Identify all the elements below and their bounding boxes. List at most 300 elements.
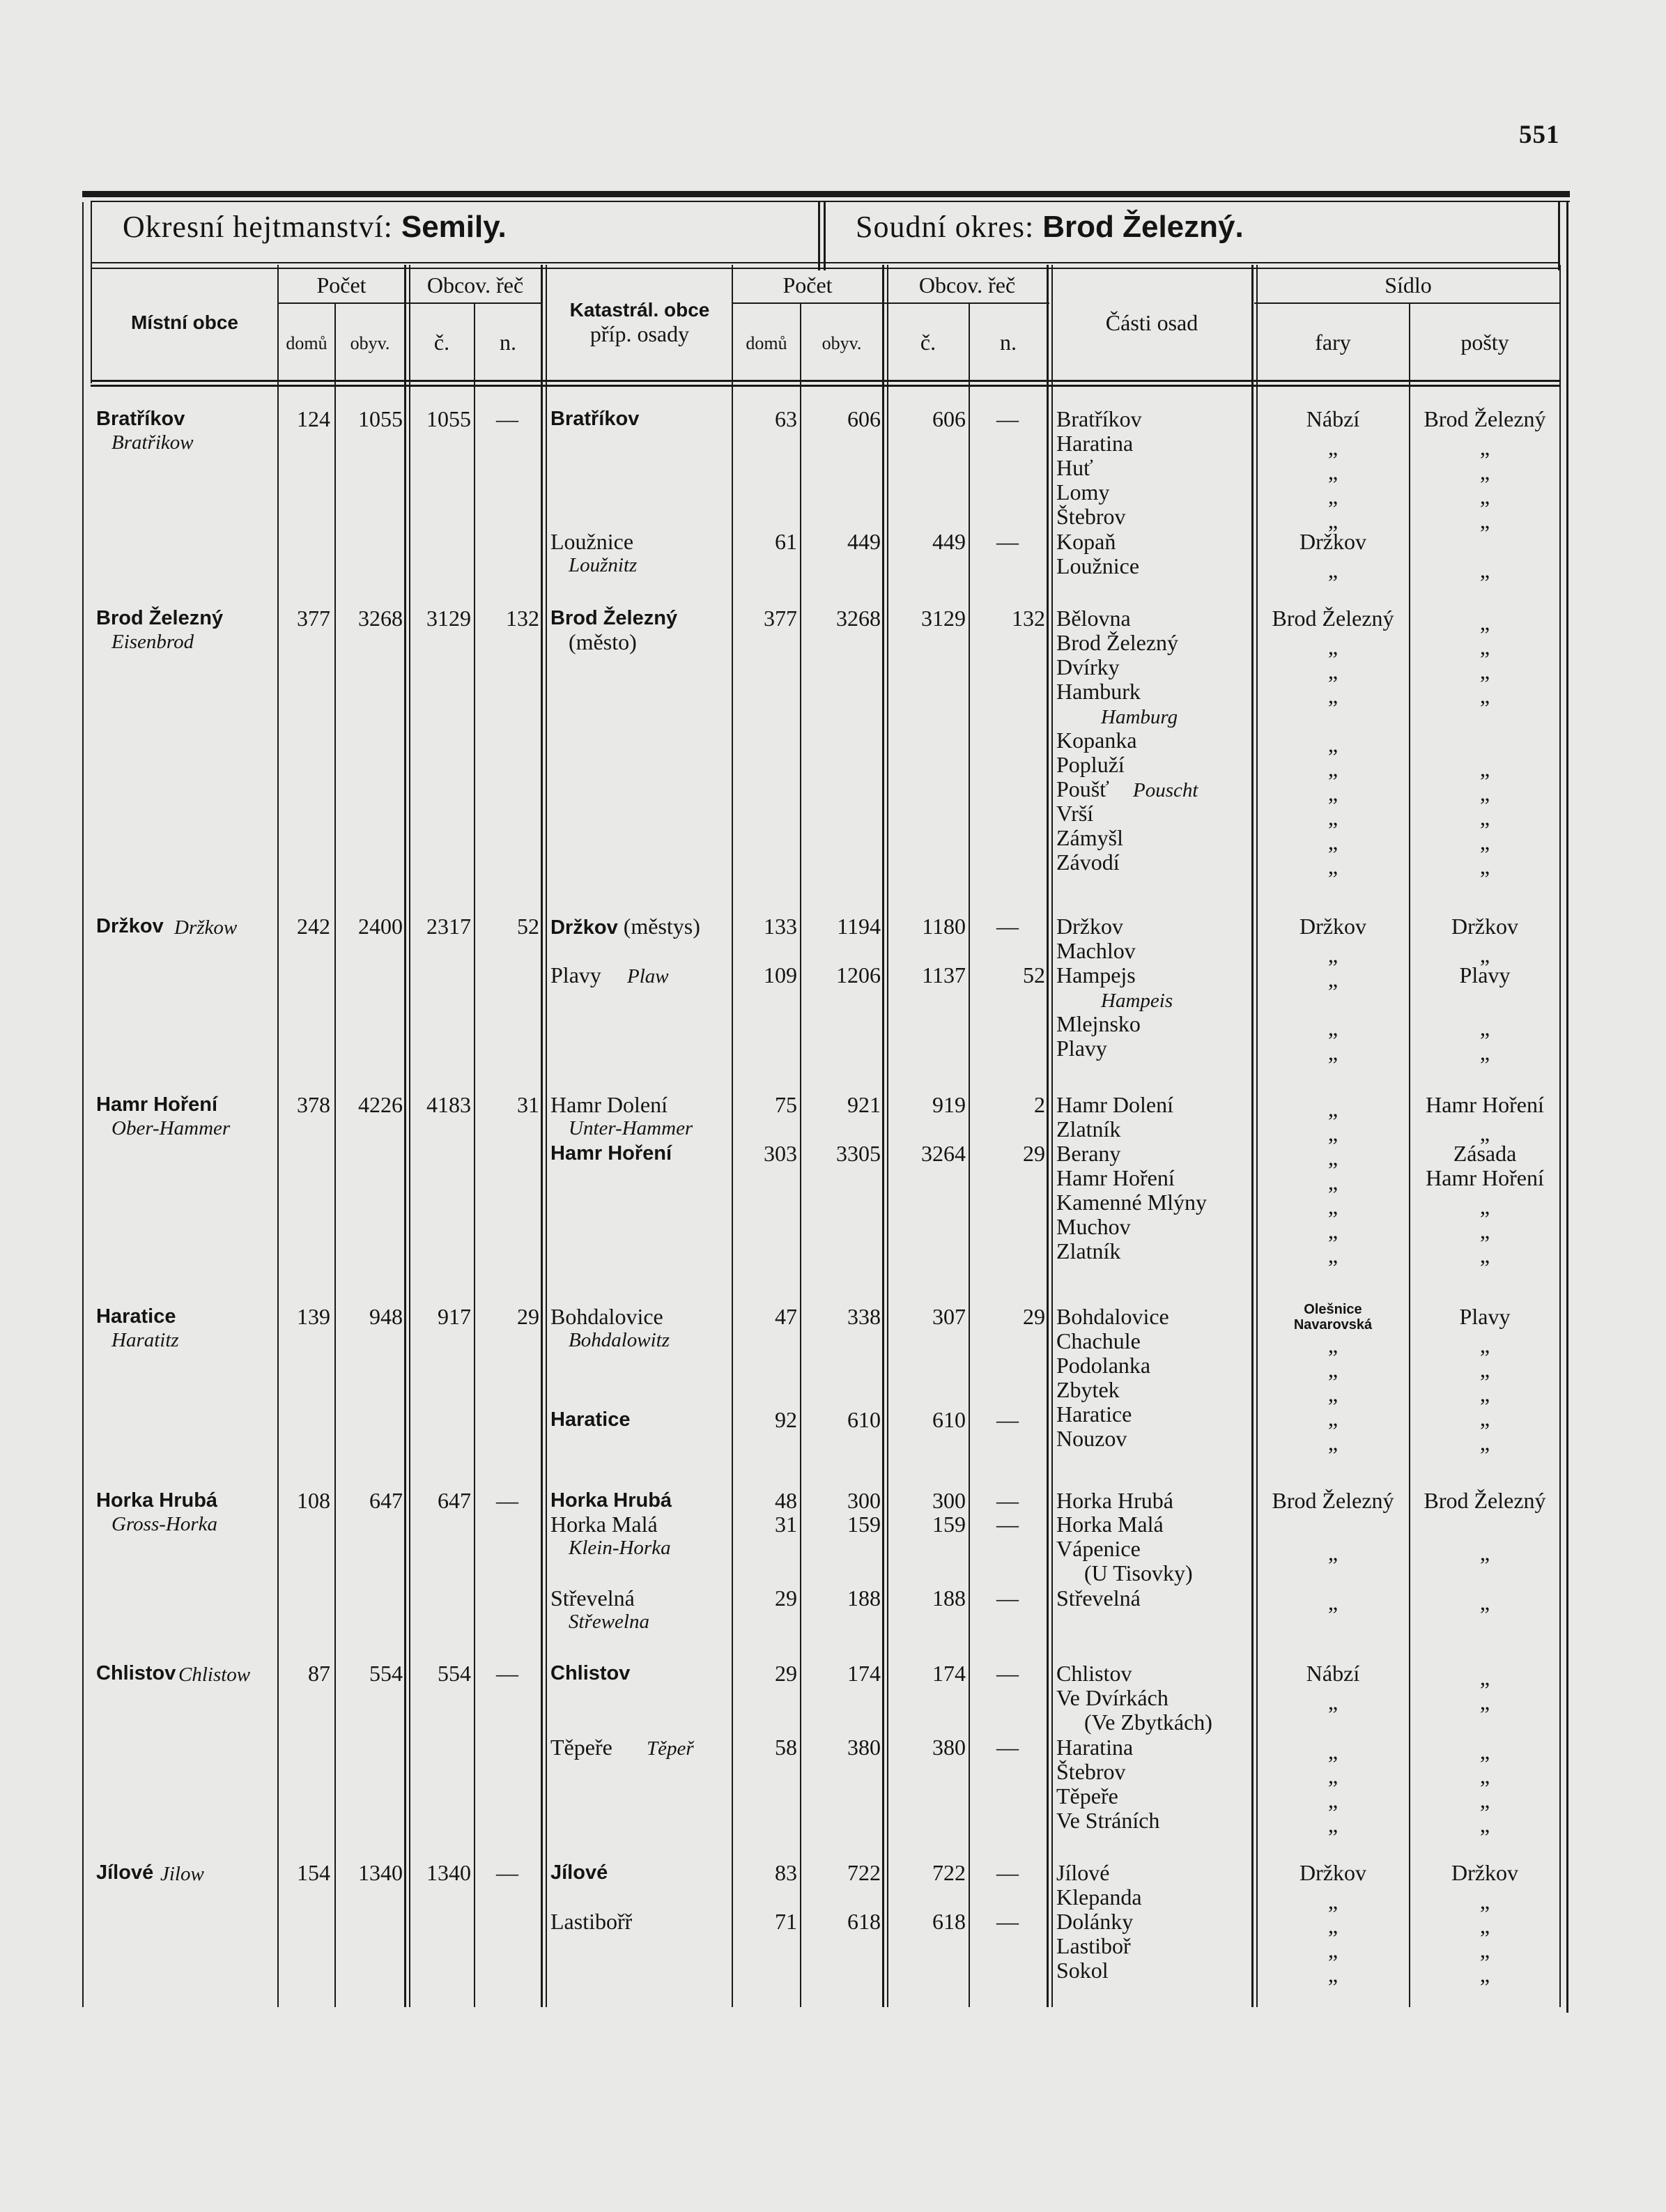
cadastral-population: 3268 xyxy=(836,606,881,631)
part-parish: Držkov xyxy=(1299,914,1366,939)
col-rule xyxy=(1047,265,1049,2007)
subheader-rule xyxy=(732,302,1049,304)
part-post: „ xyxy=(1479,1218,1490,1243)
part-name: Bratříkov xyxy=(1056,406,1142,431)
municipality-name-de: Jilow xyxy=(160,1863,204,1885)
part-parish: „ xyxy=(1327,1406,1339,1431)
cadastral-houses: 31 xyxy=(775,1512,797,1537)
cadastral-czech: 174 xyxy=(932,1661,966,1686)
part-name: Hamburk xyxy=(1056,679,1141,704)
part-post: „ xyxy=(1479,459,1490,484)
col-header-pocet-2: Počet xyxy=(782,272,833,298)
part-post: „ xyxy=(1479,1739,1490,1764)
municipality-czech: 4183 xyxy=(426,1092,471,1117)
part-parish: „ xyxy=(1327,1430,1339,1455)
municipality-houses: 108 xyxy=(297,1488,330,1513)
col-rule xyxy=(1559,265,1561,2007)
rule xyxy=(818,201,820,270)
part-parish: „ xyxy=(1327,1169,1339,1195)
col-header-domu: domů xyxy=(286,333,327,353)
part-name: Huť xyxy=(1056,455,1093,480)
part-post: Zásada xyxy=(1453,1141,1517,1166)
part-post: „ xyxy=(1479,484,1490,509)
part-name: Zbytek xyxy=(1056,1377,1120,1402)
cadastral-population: 921 xyxy=(847,1092,881,1117)
municipality-czech: 917 xyxy=(438,1304,471,1329)
part-parish: „ xyxy=(1327,659,1339,684)
part-name: Vrší xyxy=(1056,801,1094,826)
cadastral-houses: 75 xyxy=(775,1092,797,1117)
cadastral-population: 380 xyxy=(847,1735,881,1760)
cadastral-german: — xyxy=(996,1407,1019,1432)
col-header-domu-2: domů xyxy=(746,333,787,353)
municipality-german: 31 xyxy=(517,1092,539,1117)
part-post: „ xyxy=(1479,634,1490,659)
cadastral-name-de: Střewelna xyxy=(569,1611,649,1633)
part-name: Těpeře xyxy=(1056,1783,1118,1808)
part-name: Vápenice xyxy=(1056,1536,1141,1561)
part-parish: „ xyxy=(1327,634,1339,659)
part-name: Lomy xyxy=(1056,479,1110,505)
cadastral-name: Těpeře xyxy=(550,1735,612,1760)
part-post: „ xyxy=(1479,854,1490,879)
cadastral-population: 3305 xyxy=(836,1141,881,1166)
cadastral-czech: 380 xyxy=(932,1735,966,1760)
col-header-pocet: Počet xyxy=(316,272,367,298)
cadastral-name: Loužnice xyxy=(550,529,634,554)
col-header-mistni-obce: Místní obce xyxy=(130,312,238,333)
part-parish: „ xyxy=(1327,1962,1339,1987)
part-name: Chlistov xyxy=(1056,1661,1132,1686)
municipality-population: 647 xyxy=(369,1488,403,1513)
part-post: Plavy xyxy=(1459,962,1511,988)
cadastral-houses: 63 xyxy=(775,406,797,431)
municipality-czech: 647 xyxy=(438,1488,471,1513)
part-name: Zlatník xyxy=(1056,1238,1121,1264)
cadastral-name-suffix: (městys) xyxy=(617,914,700,939)
municipality-german: — xyxy=(496,1661,518,1686)
cadastral-czech: 3129 xyxy=(921,606,966,631)
part-name: Kopanka xyxy=(1056,728,1137,753)
part-name: Ve Dvírkách xyxy=(1056,1685,1168,1710)
part-parish: „ xyxy=(1327,1788,1339,1813)
part-parish: „ xyxy=(1327,1357,1339,1382)
cadastral-population: 1194 xyxy=(837,914,881,939)
col-rule xyxy=(474,304,475,2007)
municipality-name: Držkov xyxy=(96,915,164,937)
col-header-katastral: Katastrál. obce xyxy=(569,299,710,321)
part-post: „ xyxy=(1479,1540,1490,1565)
part-parish: „ xyxy=(1327,1194,1339,1219)
cadastral-czech: 1180 xyxy=(922,914,966,939)
part-name: Klepanda xyxy=(1056,1884,1142,1910)
part-name: Brod Železný xyxy=(1056,630,1179,655)
col-rule xyxy=(541,265,543,2007)
part-post: „ xyxy=(1479,1590,1490,1615)
part-name: Dvírky xyxy=(1056,654,1120,679)
part-parish: Nábzí xyxy=(1306,1661,1360,1686)
municipality-name: Haratice xyxy=(96,1305,176,1328)
part-name: Závodí xyxy=(1056,850,1120,875)
municipality-population: 3268 xyxy=(358,606,403,631)
cadastral-houses: 83 xyxy=(775,1860,797,1885)
part-parish: „ xyxy=(1327,1913,1339,1938)
part-parish: „ xyxy=(1327,1015,1339,1040)
part-post: „ xyxy=(1479,1430,1490,1455)
part-post: „ xyxy=(1479,1788,1490,1813)
cadastral-houses: 61 xyxy=(775,529,797,554)
cadastral-german: — xyxy=(996,529,1019,554)
part-name: Štebrov xyxy=(1056,504,1126,529)
cadastral-houses: 377 xyxy=(764,606,797,631)
cadastral-german: 29 xyxy=(1023,1304,1045,1329)
part-name: Loužnice xyxy=(1056,553,1140,578)
part-parish: Nábzí xyxy=(1306,406,1360,431)
cadastral-name: Chlistov xyxy=(550,1662,631,1684)
municipality-czech: 3129 xyxy=(426,606,471,631)
municipality-name-de: Haratitz xyxy=(111,1329,179,1351)
cadastral-name: Střevelná xyxy=(550,1585,635,1611)
municipality-houses: 242 xyxy=(297,914,330,939)
cadastral-population: 722 xyxy=(847,1860,881,1885)
cadastral-population: 606 xyxy=(847,406,881,431)
cadastral-german: — xyxy=(996,1735,1019,1760)
col-rule xyxy=(277,265,279,2007)
part-post: „ xyxy=(1479,1194,1490,1219)
municipality-houses: 378 xyxy=(297,1092,330,1117)
part-name: Haratina xyxy=(1056,1735,1134,1760)
part-name: Kamenné Mlýny xyxy=(1056,1190,1207,1215)
cadastral-population: 159 xyxy=(847,1512,881,1537)
top-rule xyxy=(82,191,1570,197)
cadastral-czech: 3264 xyxy=(921,1141,966,1166)
part-name: Hamr Dolení xyxy=(1056,1092,1173,1117)
part-name: Hamr Hoření xyxy=(1056,1165,1175,1190)
municipality-czech: 2317 xyxy=(426,914,471,939)
municipality-population: 1340 xyxy=(358,1860,403,1885)
cadastral-czech: 722 xyxy=(932,1860,966,1885)
part-name: Mlejnsko xyxy=(1056,1011,1141,1036)
municipality-houses: 154 xyxy=(297,1860,330,1885)
municipality-czech: 1340 xyxy=(426,1860,471,1885)
col-header-c-2: č. xyxy=(920,330,936,355)
part-post: „ xyxy=(1479,1243,1490,1268)
part-parish: „ xyxy=(1327,459,1339,484)
cadastral-czech: 610 xyxy=(932,1407,966,1432)
cadastral-name: Bratříkov xyxy=(550,408,640,430)
municipality-german: — xyxy=(496,1488,518,1513)
cadastral-czech: 188 xyxy=(932,1585,966,1611)
part-post: „ xyxy=(1479,1812,1490,1837)
cadastral-houses: 303 xyxy=(764,1141,797,1166)
cadastral-czech: 1137 xyxy=(922,962,966,988)
col-rule xyxy=(334,304,336,2007)
part-name: Plavy xyxy=(1056,1036,1107,1061)
cadastral-czech: 919 xyxy=(932,1092,966,1117)
cadastral-german: — xyxy=(996,1860,1019,1885)
part-post: „ xyxy=(1479,756,1490,781)
part-name: Berany xyxy=(1056,1141,1121,1166)
cadastral-german: — xyxy=(996,1909,1019,1934)
part-name: Chachule xyxy=(1056,1328,1141,1353)
part-name: Popluží xyxy=(1056,752,1125,777)
part-name: Podolanka xyxy=(1056,1353,1151,1378)
part-name: Dolánky xyxy=(1056,1909,1134,1934)
cadastral-houses: 48 xyxy=(775,1488,797,1513)
municipality-name-de: Ober-Hammer xyxy=(111,1117,231,1139)
municipality-german: 132 xyxy=(506,606,539,631)
municipality-name: Hamr Hoření xyxy=(96,1093,218,1116)
part-post: „ xyxy=(1479,683,1490,708)
cadastral-name-de: Unter-Hammer xyxy=(569,1117,693,1139)
part-name: Lastiboř xyxy=(1056,1933,1131,1958)
municipality-german: — xyxy=(496,1860,518,1885)
part-post: „ xyxy=(1479,1689,1490,1714)
cadastral-czech: 300 xyxy=(932,1488,966,1513)
part-post: Hamr Hoření xyxy=(1426,1092,1544,1117)
part-parish: „ xyxy=(1327,942,1339,967)
part-parish: „ xyxy=(1327,484,1339,509)
col-rule xyxy=(546,265,547,2007)
part-name: Horka Malá xyxy=(1056,1512,1164,1537)
cadastral-name: Držkov (městys) xyxy=(550,914,700,939)
col-header-n-2: n. xyxy=(1000,330,1017,355)
cadastral-german: — xyxy=(996,914,1019,939)
cadastral-name: Bohdalovice xyxy=(550,1304,663,1329)
municipality-name-de: Bratřikow xyxy=(111,431,194,454)
col-header-n: n. xyxy=(500,330,516,355)
part-parish: „ xyxy=(1327,805,1339,830)
municipality-german: 29 xyxy=(517,1304,539,1329)
cadastral-czech: 159 xyxy=(932,1512,966,1537)
part-post: Brod Železný xyxy=(1424,1488,1546,1513)
district-title xyxy=(123,209,507,245)
municipality-name: Chlistov xyxy=(96,1662,176,1684)
part-post: Hamr Hoření xyxy=(1426,1165,1544,1190)
municipality-population: 4226 xyxy=(358,1092,403,1117)
part-post: „ xyxy=(1479,1357,1490,1382)
municipality-german: 52 xyxy=(517,914,539,939)
col-rule xyxy=(882,265,884,2007)
part-name: (U Tisovky) xyxy=(1084,1560,1193,1585)
part-post: Brod Železný xyxy=(1424,406,1546,431)
municipality-name: Jílové xyxy=(96,1861,154,1884)
part-post: „ xyxy=(1479,558,1490,583)
municipality-czech: 554 xyxy=(438,1661,471,1686)
part-name: Nouzov xyxy=(1056,1426,1127,1451)
part-post: „ xyxy=(1479,610,1490,635)
col-header-posty: pošty xyxy=(1460,330,1509,355)
cadastral-czech: 606 xyxy=(932,406,966,431)
cadastral-name-de: Bohdalowitz xyxy=(569,1329,670,1351)
municipality-population: 1055 xyxy=(358,406,403,431)
part-parish: Olešnice xyxy=(1304,1302,1362,1317)
col-header-obyv: obyv. xyxy=(350,333,390,353)
part-name: Haratina xyxy=(1056,431,1134,456)
part-post: „ xyxy=(1479,1015,1490,1040)
part-post: „ xyxy=(1479,659,1490,684)
part-name-alt: Pouscht xyxy=(1133,779,1198,801)
rule xyxy=(1558,201,1560,270)
cadastral-name: Brod Železný xyxy=(550,607,678,629)
cadastral-name: Hamr Dolení xyxy=(550,1092,668,1117)
col-header-obcov-rec: Obcov. řeč xyxy=(426,272,524,298)
part-parish: Brod Železný xyxy=(1272,1488,1394,1513)
part-parish: „ xyxy=(1327,508,1339,533)
cadastral-german: — xyxy=(996,406,1019,431)
part-post: „ xyxy=(1479,435,1490,460)
part-parish: „ xyxy=(1327,1145,1339,1170)
cadastral-name: Horka Hrubá xyxy=(550,1489,672,1512)
municipality-name-de: Držkow xyxy=(174,916,238,939)
cadastral-german: 52 xyxy=(1023,962,1045,988)
municipality-houses: 139 xyxy=(297,1304,330,1329)
part-post: „ xyxy=(1479,1665,1490,1690)
part-name: (Ve Zbytkách) xyxy=(1084,1710,1212,1735)
col-rule xyxy=(404,265,406,2007)
col-header-fary: fary xyxy=(1315,330,1351,355)
cadastral-name-de: Klein-Horka xyxy=(569,1537,671,1559)
municipality-german: — xyxy=(496,406,518,431)
cadastral-name: Haratice xyxy=(550,1408,631,1431)
part-parish: Držkov xyxy=(1299,529,1366,554)
part-parish: „ xyxy=(1327,1243,1339,1268)
cadastral-name-de: Plaw xyxy=(627,965,669,988)
part-parish: „ xyxy=(1327,1937,1339,1963)
cadastral-houses: 133 xyxy=(764,914,797,939)
cadastral-population: 1206 xyxy=(836,962,881,988)
part-parish: „ xyxy=(1327,1218,1339,1243)
part-post: „ xyxy=(1479,829,1490,854)
court-label: Soudní okres: xyxy=(856,210,1035,244)
cadastral-houses: 29 xyxy=(775,1661,797,1686)
cadastral-czech: 449 xyxy=(932,529,966,554)
part-name: Štebrov xyxy=(1056,1759,1126,1784)
municipality-population: 948 xyxy=(369,1304,403,1329)
part-parish: „ xyxy=(1327,781,1339,806)
cadastral-population: 188 xyxy=(847,1585,881,1611)
cadastral-houses: 58 xyxy=(775,1735,797,1760)
part-parish: Brod Železný xyxy=(1272,606,1394,631)
cadastral-german: — xyxy=(996,1512,1019,1537)
header-bottom-rule xyxy=(91,385,1559,387)
cadastral-houses: 92 xyxy=(775,1407,797,1432)
cadastral-houses: 71 xyxy=(775,1909,797,1934)
col-header-katastral-2: příp. osady xyxy=(589,321,690,346)
cadastral-population: 338 xyxy=(847,1304,881,1329)
cadastral-name: Plavy xyxy=(550,962,601,988)
municipality-name-de: Eisenbrod xyxy=(111,631,194,653)
cadastral-name-de: (město) xyxy=(569,629,637,654)
part-post: „ xyxy=(1479,1913,1490,1938)
part-parish: „ xyxy=(1327,967,1339,992)
part-parish: „ xyxy=(1327,854,1339,879)
cadastral-german: — xyxy=(996,1585,1019,1611)
cadastral-name-de: Loužnitz xyxy=(569,554,638,576)
municipality-name-de: Gross-Horka xyxy=(111,1513,217,1535)
municipality-houses: 87 xyxy=(308,1661,330,1686)
cadastral-name: Jílové xyxy=(550,1861,608,1884)
col-header-obcov-rec-2: Obcov. řeč xyxy=(918,272,1016,298)
part-parish: Držkov xyxy=(1299,1860,1366,1885)
part-parish: „ xyxy=(1327,732,1339,757)
cadastral-houses: 109 xyxy=(764,962,797,988)
municipality-name: Brod Železný xyxy=(96,607,224,629)
municipality-houses: 377 xyxy=(297,606,330,631)
part-post: „ xyxy=(1479,1381,1490,1406)
part-name: Hampejs xyxy=(1056,962,1136,988)
part-name: Horka Hrubá xyxy=(1056,1488,1173,1513)
part-post: „ xyxy=(1479,1040,1490,1065)
part-post: Plavy xyxy=(1459,1304,1511,1329)
part-parish: „ xyxy=(1327,1689,1339,1714)
cadastral-population: 610 xyxy=(847,1407,881,1432)
part-parish: „ xyxy=(1327,1040,1339,1065)
col-rule xyxy=(1251,265,1254,2007)
part-name: Bohdalovice xyxy=(1056,1304,1169,1329)
part-parish: „ xyxy=(1327,1763,1339,1788)
col-rule xyxy=(1051,265,1053,2007)
municipality-houses: 124 xyxy=(297,406,330,431)
part-parish: „ xyxy=(1327,1096,1339,1121)
part-post: Držkov xyxy=(1451,914,1518,939)
part-post: Držkov xyxy=(1451,1860,1518,1885)
court-value: Brod Železný. xyxy=(1042,210,1244,244)
part-parish: „ xyxy=(1327,756,1339,781)
municipality-name: Horka Hrubá xyxy=(96,1489,218,1512)
cadastral-name: Horka Malá xyxy=(550,1512,658,1537)
cadastral-houses: 29 xyxy=(775,1585,797,1611)
part-parish: „ xyxy=(1327,1590,1339,1615)
municipality-name: Bratříkov xyxy=(96,408,185,430)
col-rule xyxy=(409,265,410,2007)
part-name: Sokol xyxy=(1056,1958,1109,1983)
col-header-sidlo: Sídlo xyxy=(1385,272,1432,298)
part-name: Machlov xyxy=(1056,938,1136,963)
part-name: Kopaň xyxy=(1056,529,1116,554)
col-rule xyxy=(82,202,84,2007)
municipality-name-de: Chlistow xyxy=(178,1664,251,1686)
part-name: Bělovna xyxy=(1056,606,1131,631)
part-parish: „ xyxy=(1327,1739,1339,1764)
header-bottom-rule xyxy=(91,380,1559,382)
header-rule xyxy=(91,268,1559,269)
part-name: Haratice xyxy=(1056,1401,1132,1427)
part-parish: Navarovská xyxy=(1293,1317,1373,1332)
part-post: „ xyxy=(1479,508,1490,533)
col-header-casti-osad: Části osad xyxy=(1105,310,1198,335)
part-post: „ xyxy=(1479,781,1490,806)
part-parish: „ xyxy=(1327,683,1339,708)
cadastral-population: 618 xyxy=(847,1909,881,1934)
district-label: Okresní hejtmanství: xyxy=(123,210,393,244)
cadastral-population: 449 xyxy=(847,529,881,554)
cadastral-german: 29 xyxy=(1023,1141,1045,1166)
cadastral-german: — xyxy=(996,1661,1019,1686)
part-post: „ xyxy=(1479,1889,1490,1914)
cadastral-name: Hamr Hoření xyxy=(550,1142,672,1165)
part-name: Hamburg xyxy=(1101,706,1178,728)
municipality-population: 554 xyxy=(369,1661,403,1686)
part-post: „ xyxy=(1479,1121,1490,1146)
cadastral-german: 2 xyxy=(1034,1092,1045,1117)
court-title xyxy=(856,209,1244,245)
part-parish: „ xyxy=(1327,829,1339,854)
part-name: Zámyšl xyxy=(1056,825,1123,850)
part-name: Zlatník xyxy=(1056,1116,1121,1142)
part-parish: „ xyxy=(1327,1381,1339,1406)
rule xyxy=(91,201,92,270)
